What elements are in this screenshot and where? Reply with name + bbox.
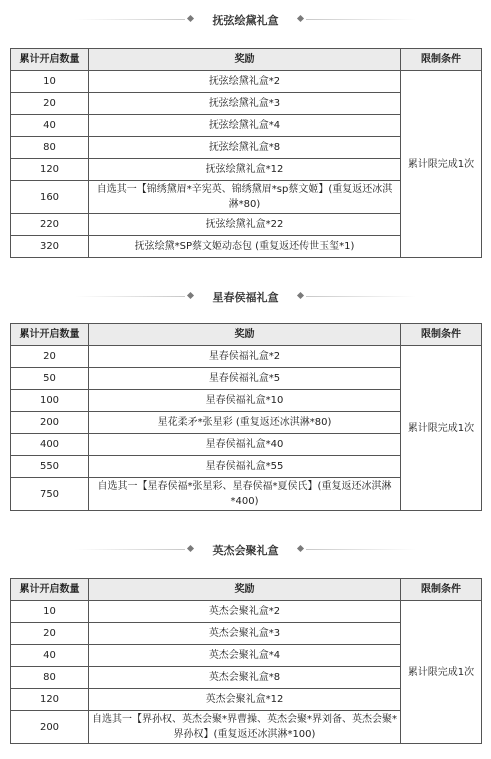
reward-table (10, 48, 482, 258)
reward-cell: 星花柔矛*张星彩 (重复返还冰淇淋*80) (89, 412, 401, 434)
table-header-row (11, 579, 482, 601)
divider-line (306, 19, 416, 20)
count-cell: 160 (11, 181, 89, 214)
limit-cell: 累计限完成1次 (401, 71, 482, 258)
reward-cell: 抚弦绘黛*SP蔡文姬动态包 (重复返还传世玉玺*1) (89, 236, 401, 258)
reward-cell: 抚弦绘黛礼盒*22 (89, 214, 401, 236)
count-cell: 200 (11, 412, 89, 434)
limit-cell: 累计限完成1次 (401, 601, 482, 744)
reward-table (10, 578, 482, 744)
count-cell: 320 (11, 236, 89, 258)
section-yingjie (0, 538, 491, 740)
count-cell: 10 (11, 601, 89, 623)
section-header (0, 538, 491, 562)
limit-cell: 累计限完成1次 (401, 346, 482, 511)
reward-cell: 抚弦绘黛礼盒*3 (89, 93, 401, 115)
reward-cell: 星春侯福礼盒*10 (89, 390, 401, 412)
header-limit: 限制条件 (401, 579, 482, 601)
header-count: 累计开启数量 (11, 49, 89, 71)
section-xingchun (0, 285, 491, 507)
count-cell: 220 (11, 214, 89, 236)
section-title: 抚弦绘黛礼盒 (212, 14, 279, 27)
section-header (0, 8, 491, 32)
count-cell: 20 (11, 93, 89, 115)
count-cell: 200 (11, 711, 89, 744)
count-cell: 40 (11, 645, 89, 667)
reward-cell: 抚弦绘黛礼盒*4 (89, 115, 401, 137)
header-limit: 限制条件 (401, 324, 482, 346)
count-cell: 50 (11, 368, 89, 390)
section-fuxian (0, 8, 491, 252)
count-cell: 20 (11, 623, 89, 645)
reward-cell: 自选其一【锦绣黛眉*辛宪英、锦绣黛眉*sp蔡文姬】(重复返还冰淇淋*80) (89, 181, 401, 214)
count-cell: 400 (11, 434, 89, 456)
count-cell: 80 (11, 137, 89, 159)
reward-cell: 英杰会聚礼盒*2 (89, 601, 401, 623)
table-header-row (11, 324, 482, 346)
header-count: 累计开启数量 (11, 324, 89, 346)
count-cell: 120 (11, 689, 89, 711)
section-header (0, 285, 491, 309)
reward-cell: 英杰会聚礼盒*3 (89, 623, 401, 645)
table-header-row (11, 49, 482, 71)
header-reward: 奖励 (89, 579, 401, 601)
count-cell: 20 (11, 346, 89, 368)
reward-cell: 抚弦绘黛礼盒*8 (89, 137, 401, 159)
section-title: 星春侯福礼盒 (212, 291, 279, 304)
count-cell: 80 (11, 667, 89, 689)
count-cell: 10 (11, 71, 89, 93)
count-cell: 750 (11, 478, 89, 511)
reward-cell: 星春侯福礼盒*55 (89, 456, 401, 478)
divider-line (306, 549, 416, 550)
section-title: 英杰会聚礼盒 (212, 544, 279, 557)
header-reward: 奖励 (89, 49, 401, 71)
header-limit: 限制条件 (401, 49, 482, 71)
count-cell: 100 (11, 390, 89, 412)
reward-cell: 自选其一【界孙权、英杰会聚*界曹操、英杰会聚*界刘备、英杰会聚*界孙权】(重复返还冰淇淋*100) (89, 711, 401, 744)
reward-cell: 抚弦绘黛礼盒*2 (89, 71, 401, 93)
count-cell: 120 (11, 159, 89, 181)
reward-cell: 星春侯福礼盒*40 (89, 434, 401, 456)
table-row (11, 601, 482, 623)
reward-cell: 英杰会聚礼盒*8 (89, 667, 401, 689)
table-row (11, 71, 482, 93)
count-cell: 40 (11, 115, 89, 137)
reward-cell: 英杰会聚礼盒*4 (89, 645, 401, 667)
header-count: 累计开启数量 (11, 579, 89, 601)
reward-cell: 星春侯福礼盒*2 (89, 346, 401, 368)
reward-cell: 自选其一【星春侯福*张星彩、星春侯福*夏侯氏】(重复返还冰淇淋*400) (89, 478, 401, 511)
divider-line (306, 296, 416, 297)
reward-cell: 星春侯福礼盒*5 (89, 368, 401, 390)
header-reward: 奖励 (89, 324, 401, 346)
reward-table (10, 323, 482, 511)
reward-cell: 抚弦绘黛礼盒*12 (89, 159, 401, 181)
count-cell: 550 (11, 456, 89, 478)
reward-cell: 英杰会聚礼盒*12 (89, 689, 401, 711)
table-row (11, 346, 482, 368)
